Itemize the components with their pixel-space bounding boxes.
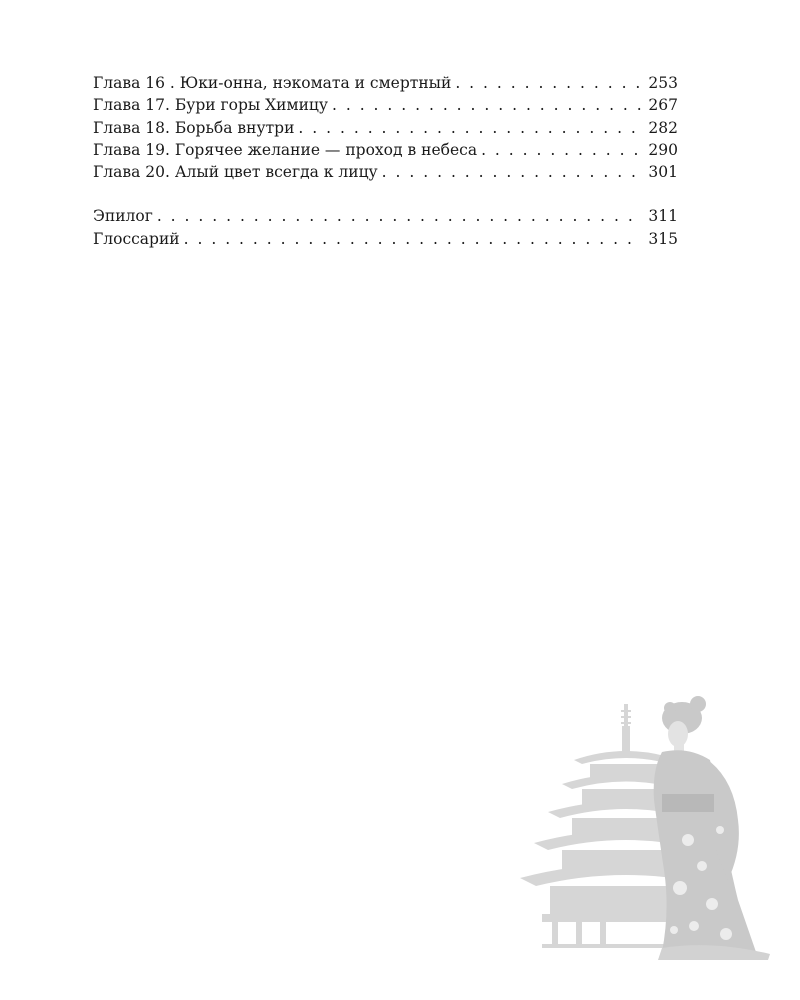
toc-entry-title: Глоссарий (93, 229, 180, 248)
toc-entry-title: Глава 18. Борьба внутри (93, 118, 295, 137)
toc-dot-leader (298, 117, 642, 139)
toc-entry-page: 253 (648, 74, 678, 92)
toc-entry-title: Эпилог (93, 207, 153, 226)
toc-entry-page: 315 (648, 229, 678, 248)
geisha-figure-icon (654, 696, 770, 960)
toc-entry-chapter-20[interactable] (93, 161, 678, 183)
toc-entry-title: Глава 17. Бури горы Химицу (93, 96, 328, 115)
toc-entry-page: 282 (648, 118, 678, 137)
toc-entry-page: 290 (648, 140, 678, 159)
toc-entry-epilogue[interactable] (93, 205, 678, 227)
toc-entry-glossary[interactable] (93, 228, 678, 250)
toc-entry-title: Глава 20. Алый цвет всегда к лицу (93, 163, 378, 182)
toc-section-gap (93, 183, 678, 205)
toc-entry-chapter-19[interactable] (93, 139, 678, 161)
toc-entry-page: 267 (648, 96, 678, 115)
toc-entry-chapter-17[interactable] (93, 94, 678, 116)
toc-dot-leader (157, 205, 642, 227)
toc-dot-leader (382, 161, 642, 183)
table-of-contents (93, 72, 678, 250)
toc-entry-title: Глава 16 . Юки-онна, нэкомата и смертный (93, 74, 452, 92)
toc-dot-leader (481, 139, 642, 161)
toc-dot-leader (455, 72, 642, 94)
toc-entry-title: Глава 19. Горячее желание — проход в небеса (93, 140, 478, 159)
toc-entry-chapter-18[interactable] (93, 117, 678, 139)
toc-dot-leader (332, 94, 642, 116)
toc-entry-chapter-16[interactable] (93, 72, 678, 94)
geisha-pagoda-illustration (512, 690, 774, 960)
toc-entry-page: 311 (648, 207, 678, 226)
toc-entry-page: 301 (648, 163, 678, 182)
toc-dot-leader (184, 228, 642, 250)
